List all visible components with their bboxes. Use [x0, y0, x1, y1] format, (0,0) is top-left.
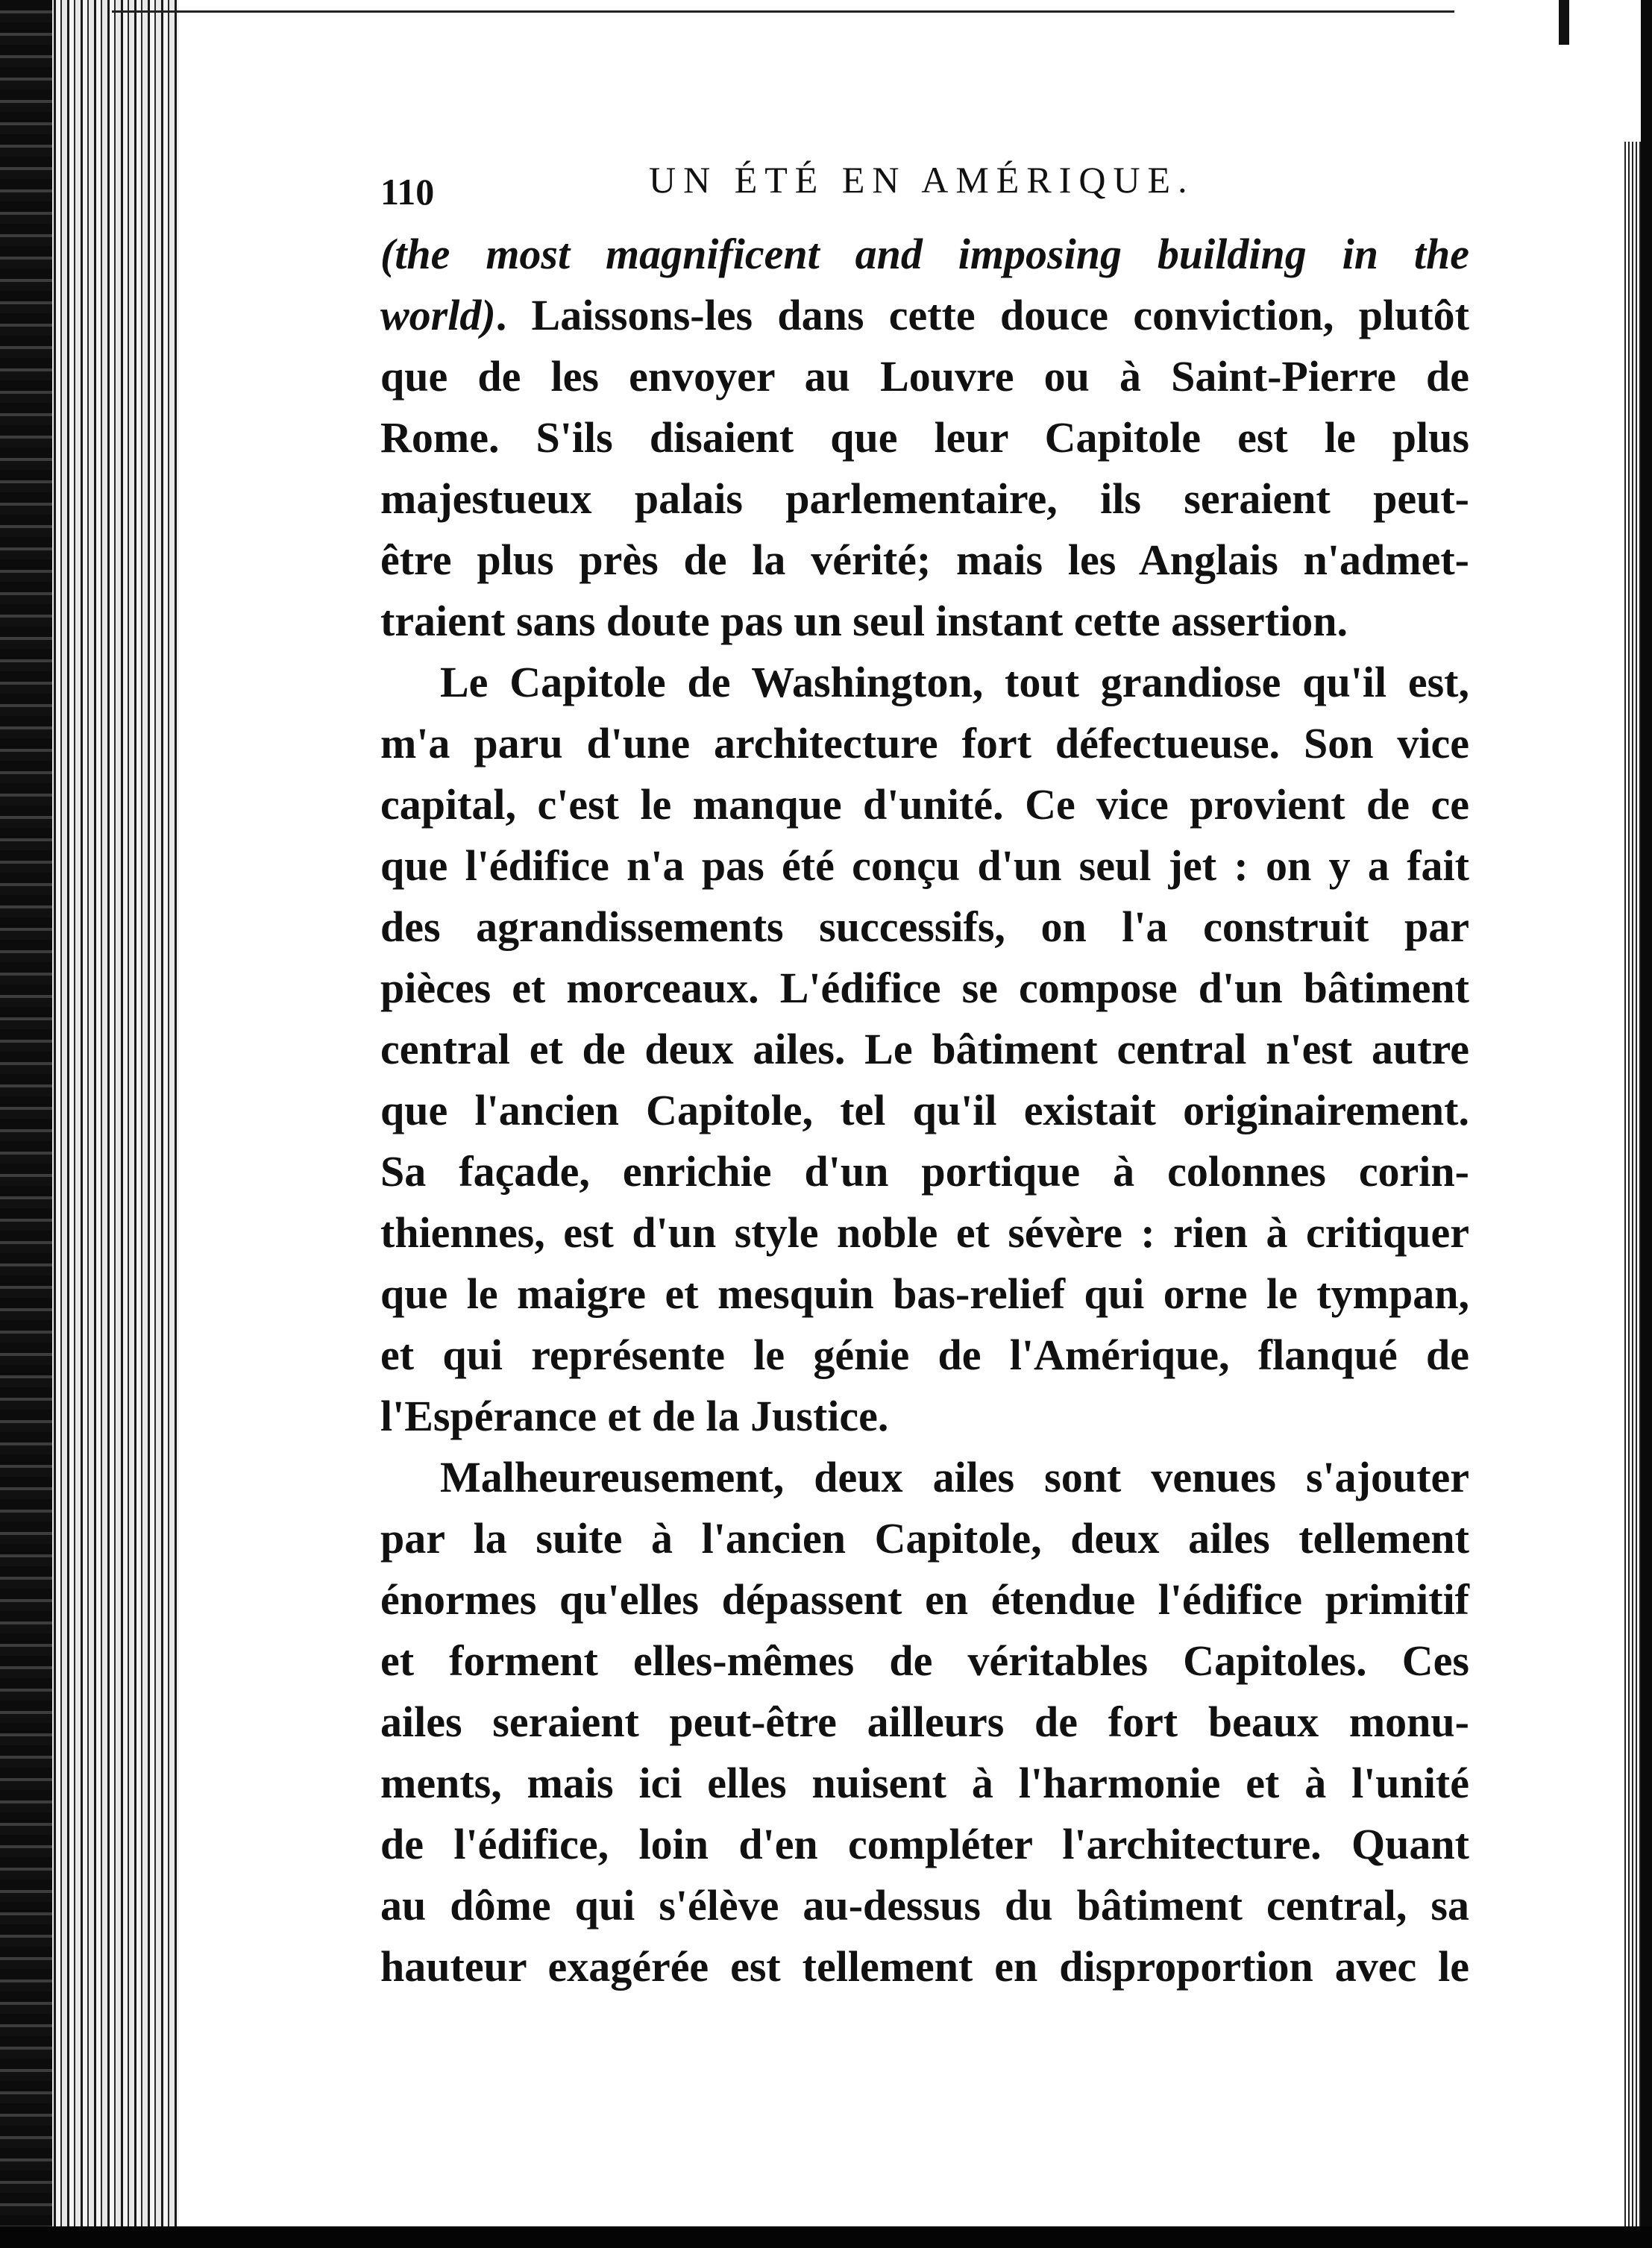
- text-line: de l'édifice, loin d'en compléter l'architecture. Quant: [380, 1820, 1469, 1868]
- bottom-scan-edge: [0, 2226, 1652, 2248]
- right-top-marker: [1559, 0, 1569, 45]
- page-top-edge: [112, 10, 1454, 13]
- text-line: m'a paru d'une architecture fort défectueuse. Son vice: [380, 719, 1469, 767]
- page-number: 110: [380, 171, 435, 213]
- book-spine-shadow: [0, 0, 52, 2248]
- running-head: [380, 142, 1469, 224]
- text-line: être plus près de la vérité; mais les Anglais n'admet-: [380, 536, 1469, 584]
- text-line: Rome. S'ils disaient que leur Capitole est le plus: [380, 413, 1469, 462]
- text-line: capital, c'est le manque d'unité. Ce vice provient de ce: [380, 780, 1469, 829]
- text-line: par la suite à l'ancien Capitole, deux ailes tellement: [380, 1514, 1469, 1563]
- text-line: énormes qu'elles dépassent en étendue l'édifice primitif: [380, 1575, 1469, 1624]
- text-line: majestueux palais parlementaire, ils seraient peut-: [380, 474, 1469, 523]
- text-line: et qui représente le génie de l'Amérique, flanqué de: [380, 1331, 1469, 1379]
- text-line: [380, 224, 1469, 285]
- text-line: world). Laissons-les dans cette douce conviction, plutôt: [380, 291, 1469, 339]
- body-text: [380, 224, 1469, 1997]
- text-line: que le maigre et mesquin bas-relief qui orne le tympan,: [380, 1269, 1469, 1318]
- text-line: que l'ancien Capitole, tel qu'il existait originairement.: [380, 1086, 1469, 1134]
- text-line: pièces et morceaux. L'édifice se compose d'un bâtiment: [380, 964, 1469, 1012]
- italic-phrase: (the most magnificent and imposing building in the: [380, 230, 1469, 278]
- text-line: ailes seraient peut-être ailleurs de fort beaux monu-: [380, 1698, 1469, 1746]
- italic-phrase: world): [380, 291, 496, 339]
- text-line: traient sans doute pas un seul instant cette assertion.: [380, 597, 1348, 645]
- text-line: central et de deux ailes. Le bâtiment central n'est autre: [380, 1025, 1469, 1073]
- text-line: que l'édifice n'a pas été conçu d'un seul jet : on y a fait: [380, 841, 1469, 890]
- right-scan-edge: [1641, 0, 1652, 2248]
- text-line: ments, mais ici elles nuisent à l'harmonie et à l'unité: [380, 1759, 1469, 1807]
- page-text-block: [380, 142, 1469, 1997]
- text-line: que de les envoyer au Louvre ou à Saint-Pierre de: [380, 352, 1469, 401]
- running-title: UN ÉTÉ EN AMÉRIQUE.: [649, 159, 1195, 201]
- text-line: et forment elles-mêmes de véritables Capitoles. Ces: [380, 1636, 1469, 1685]
- text-line: au dôme qui s'élève au-dessus du bâtiment central, sa: [380, 1881, 1469, 1930]
- text-line: hauteur exagérée est tellement en disproportion avec le: [380, 1942, 1469, 1991]
- paragraph-start-line: Le Capitole de Washington, tout grandiose qu'il est,: [440, 658, 1469, 706]
- text-line: l'Espérance et de la Justice.: [380, 1392, 889, 1440]
- paragraph-start-line: Malheureusement, deux ailes sont venues s'ajouter: [440, 1453, 1469, 1501]
- text-line: Sa façade, enrichie d'un portique à colonnes corin-: [380, 1147, 1469, 1196]
- text-line: thiennes, est d'un style noble et sévère : rien à critiquer: [380, 1208, 1469, 1257]
- text-line: des agrandissements successifs, on l'a construit par: [380, 902, 1469, 951]
